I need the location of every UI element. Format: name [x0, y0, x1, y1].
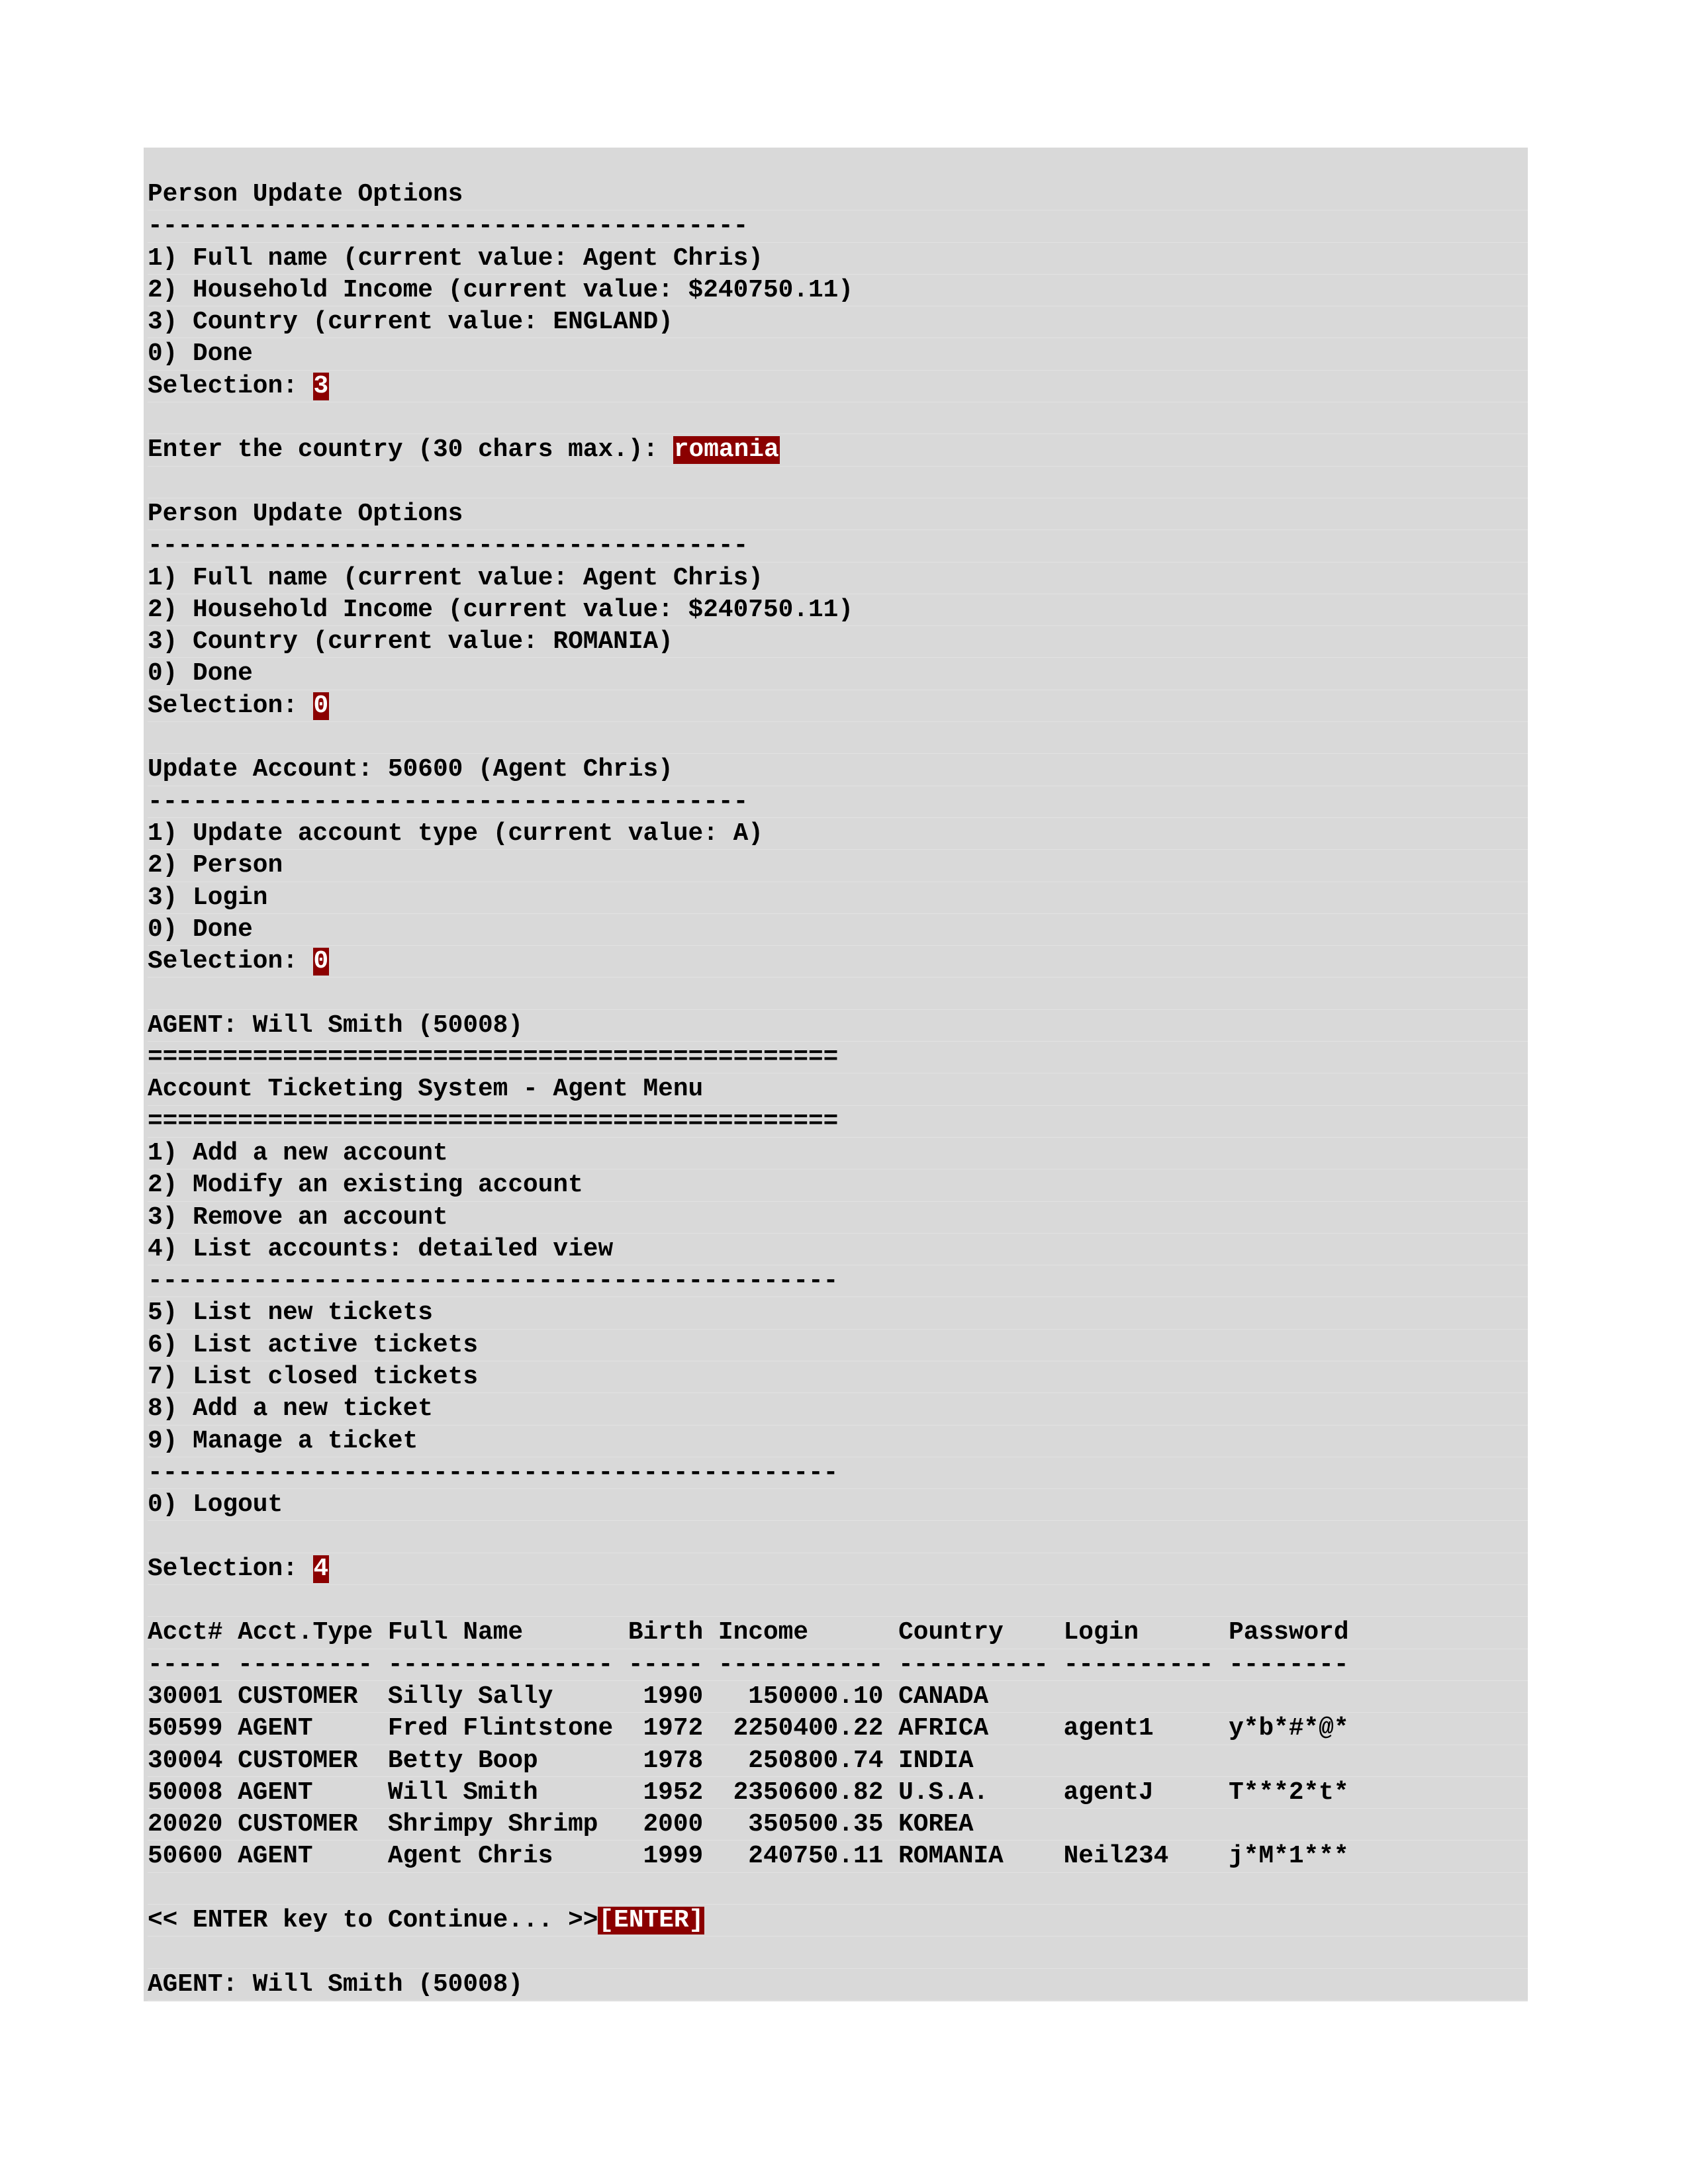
- console-text: Enter the country (30 chars max.):: [148, 436, 673, 465]
- console-line: [148, 978, 1528, 1009]
- console-text: Update Account: 50600 (Agent Chris): [148, 756, 673, 784]
- console-text: AGENT: Will Smith (50008): [148, 1011, 524, 1040]
- console-text: 1) Full name (current value: Agent Chris): [148, 244, 763, 273]
- user-input[interactable]: 3: [313, 372, 329, 400]
- console-line: [148, 563, 1528, 594]
- console-line: [148, 275, 1528, 306]
- console-text: 3) Country (current value: ENGLAND): [148, 308, 673, 337]
- console-line: [148, 1106, 1528, 1138]
- console-line: [148, 1073, 1528, 1105]
- console-line: [148, 402, 1528, 434]
- console-line: [148, 1202, 1528, 1234]
- console-text: ----------------------------------------: [148, 532, 749, 561]
- console-text: 3) Login: [148, 884, 268, 912]
- console-text: 0) Done: [148, 915, 253, 944]
- console-text: 4) List accounts: detailed view: [148, 1235, 614, 1263]
- console-line: [148, 530, 1528, 562]
- console-text: 2) Modify an existing account: [148, 1171, 583, 1200]
- console-text: 2) Household Income (current value: $240750.11): [148, 596, 854, 624]
- console-line: [148, 1138, 1528, 1169]
- console-text: Selection:: [148, 948, 313, 976]
- console-text: AGENT: Will Smith (50008): [148, 1970, 524, 1999]
- terminal-console: [144, 148, 1528, 2001]
- console-line: [148, 1841, 1528, 1872]
- console-text: 0) Logout: [148, 1491, 283, 1520]
- console-line: [148, 594, 1528, 626]
- console-line: [148, 1969, 1528, 2001]
- console-line: [148, 467, 1528, 498]
- console-line: [148, 1553, 1528, 1585]
- console-line: [148, 818, 1528, 850]
- user-input[interactable]: romania: [673, 436, 779, 465]
- console-text: 30004 CUSTOMER Betty Boop 1978 250800.74 INDIA: [148, 1747, 974, 1775]
- console-line: [148, 946, 1528, 978]
- console-line: [148, 338, 1528, 370]
- console-text: 7) List closed tickets: [148, 1363, 479, 1391]
- console-line: [148, 1809, 1528, 1841]
- console-line: [148, 179, 1528, 210]
- console-line: [148, 1936, 1528, 1968]
- console-text: 0) Done: [148, 660, 253, 688]
- console-text: Person Update Options: [148, 181, 463, 208]
- console-line: [148, 1713, 1528, 1745]
- console-text: 50008 AGENT Will Smith 1952 2350600.82 U.S.A. agentJ T***2*t*: [148, 1778, 1349, 1807]
- console-line: [148, 1681, 1528, 1713]
- console-line: [148, 914, 1528, 946]
- user-input[interactable]: 4: [313, 1555, 329, 1583]
- console-text: 50600 AGENT Agent Chris 1999 240750.11 ROMANIA Neil234 j*M*1***: [148, 1843, 1349, 1871]
- console-text: ----------------------------------------------: [148, 1459, 839, 1487]
- console-line: [148, 1426, 1528, 1457]
- console-text: Selection:: [148, 1555, 313, 1583]
- console-text: 9) Manage a ticket: [148, 1427, 418, 1455]
- console-line: [148, 658, 1528, 690]
- console-line: [148, 722, 1528, 754]
- user-input[interactable]: 0: [313, 948, 329, 976]
- console-text: Selection:: [148, 372, 313, 400]
- console-text: 30001 CUSTOMER Silly Sally 1990 150000.10 CANADA: [148, 1682, 989, 1711]
- console-text: 3) Country (current value: ROMANIA): [148, 628, 673, 657]
- console-line: [148, 1905, 1528, 1936]
- console-line: [148, 498, 1528, 530]
- console-line: [148, 1042, 1528, 1073]
- console-line: [148, 1297, 1528, 1329]
- console-text: 3) Remove an account: [148, 1203, 448, 1232]
- console-line: [148, 371, 1528, 402]
- console-text: 2) Person: [148, 852, 283, 880]
- console-line: [148, 1649, 1528, 1681]
- console-text: ----- --------- --------------- ----- ----------- ---------- ---------- --------: [148, 1651, 1349, 1679]
- console-text: Person Update Options: [148, 500, 463, 528]
- console-text: 1) Update account type (current value: A): [148, 819, 763, 848]
- console-line: [148, 850, 1528, 882]
- user-input[interactable]: 0: [313, 692, 329, 720]
- console-line: [148, 786, 1528, 818]
- console-text: 6) List active tickets: [148, 1331, 479, 1359]
- console-line: [148, 1745, 1528, 1777]
- console-line: [148, 434, 1528, 466]
- console-text: 8) Add a new ticket: [148, 1395, 433, 1424]
- console-line: [148, 1457, 1528, 1489]
- console-text: ==============================================: [148, 1107, 839, 1136]
- console-line: [148, 1169, 1528, 1201]
- console-text: 1) Full name (current value: Agent Chris): [148, 564, 763, 592]
- console-line: [148, 1521, 1528, 1553]
- console-line: [148, 1330, 1528, 1361]
- console-line: [148, 306, 1528, 338]
- console-text: Acct# Acct.Type Full Name Birth Income Country Login Password: [148, 1619, 1349, 1647]
- console-text: Selection:: [148, 692, 313, 720]
- console-line: [148, 1873, 1528, 1905]
- console-text: ----------------------------------------: [148, 788, 749, 816]
- console-line: [148, 690, 1528, 722]
- console-text: ----------------------------------------------: [148, 1267, 839, 1296]
- console-line: [148, 754, 1528, 786]
- console-text: 0) Done: [148, 340, 253, 369]
- console-text: 2) Household Income (current value: $240750.11): [148, 276, 854, 304]
- console-line: [148, 1010, 1528, 1042]
- console-text: Account Ticketing System - Agent Menu: [148, 1075, 704, 1104]
- console-line: [148, 1393, 1528, 1425]
- console-text: 20020 CUSTOMER Shrimpy Shrimp 2000 350500.35 KOREA: [148, 1811, 974, 1839]
- console-line: [148, 882, 1528, 914]
- console-text: ----------------------------------------: [148, 212, 749, 241]
- console-line: [148, 1361, 1528, 1393]
- console-text: 1) Add a new account: [148, 1139, 448, 1167]
- console-line: [148, 1585, 1528, 1617]
- console-text: 50599 AGENT Fred Flintstone 1972 2250400.22 AFRICA agent1 y*b*#*@*: [148, 1715, 1349, 1743]
- console-line: [148, 243, 1528, 275]
- user-input[interactable]: [ENTER]: [598, 1907, 704, 1935]
- console-line: [148, 1265, 1528, 1297]
- console-line: [148, 1617, 1528, 1649]
- console-line: [148, 210, 1528, 242]
- console-text: << ENTER key to Continue... >>: [148, 1907, 598, 1935]
- console-line: [148, 1777, 1528, 1809]
- console-line: [148, 1489, 1528, 1521]
- console-text: ==============================================: [148, 1044, 839, 1072]
- console-line: [148, 626, 1528, 658]
- console-line: [148, 1234, 1528, 1265]
- console-text: 5) List new tickets: [148, 1299, 433, 1328]
